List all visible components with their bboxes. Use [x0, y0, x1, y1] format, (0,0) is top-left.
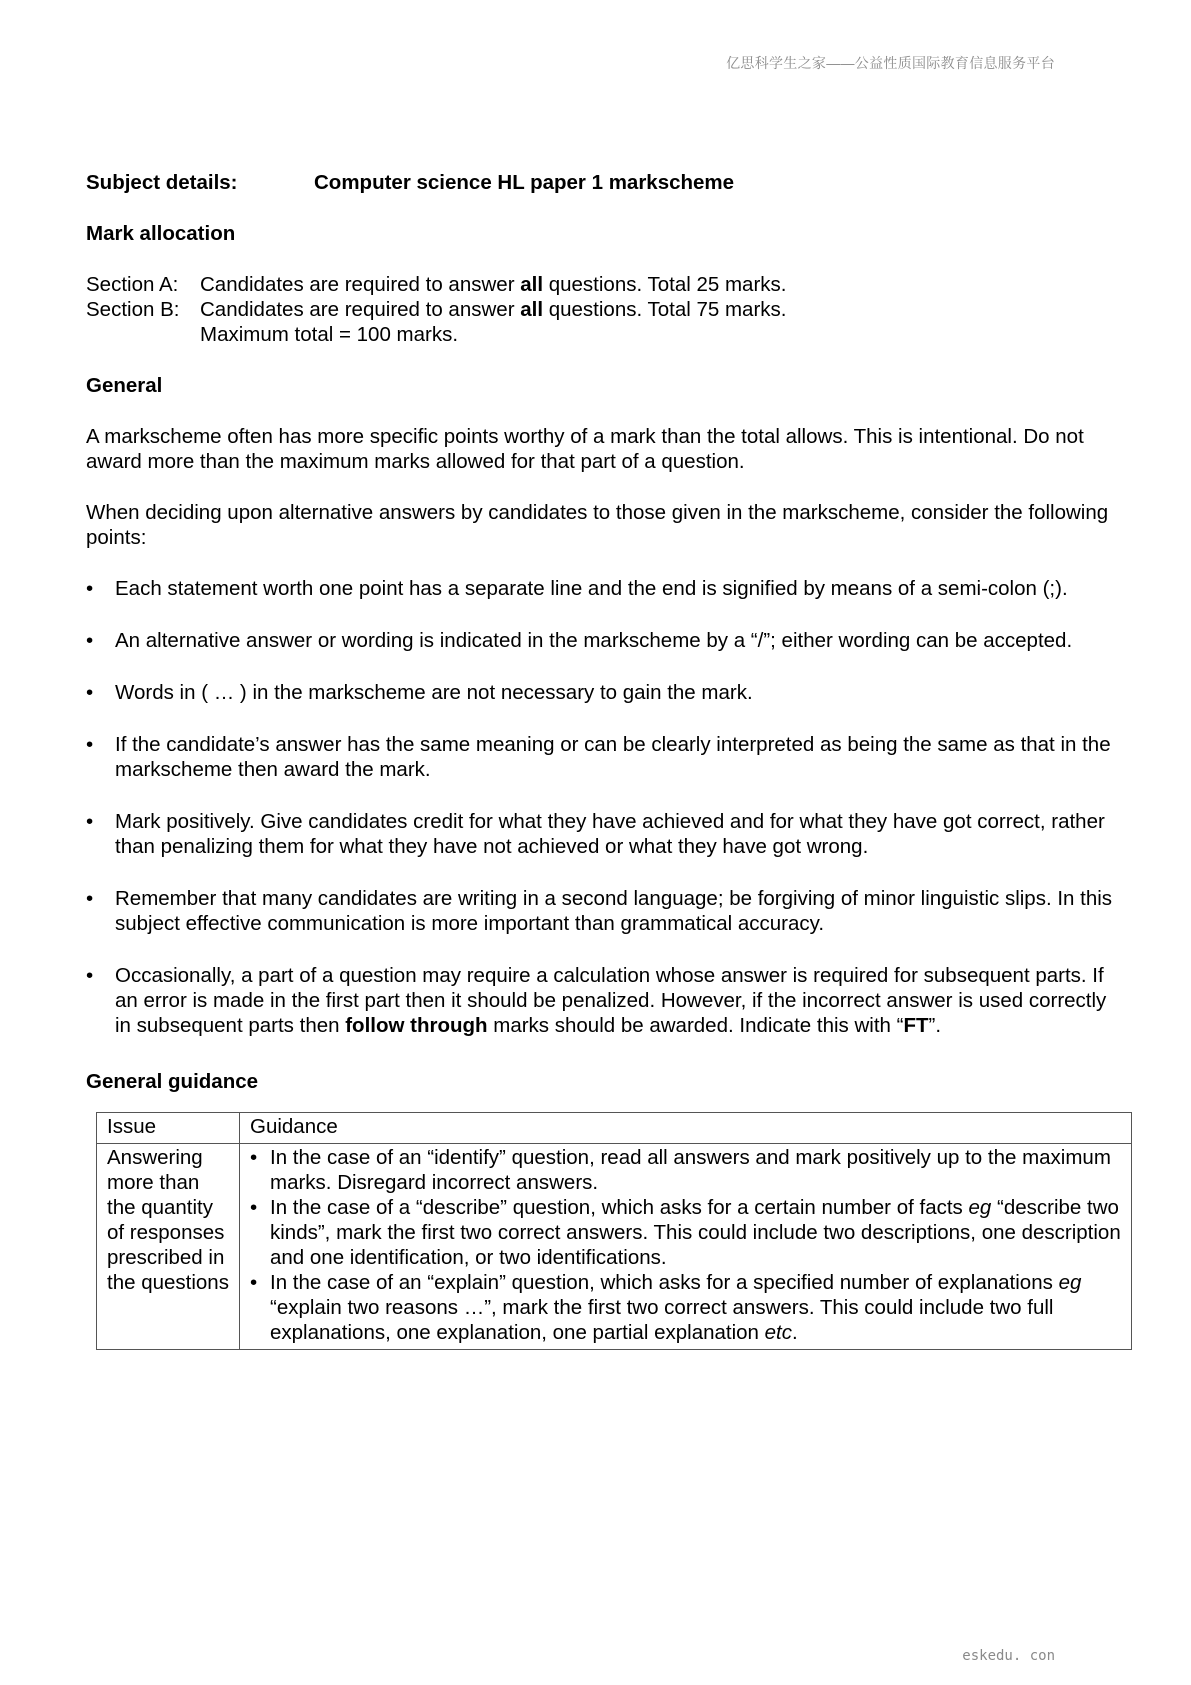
- bullet-icon: •: [86, 964, 94, 987]
- section-a-row: [86, 272, 1126, 297]
- general-paragraph-1: A markscheme often has more specific points worthy of a mark than the total allows. This is intentional. Do not award more than the maximum marks allowed for that part of a question.: [86, 425, 1084, 473]
- header-watermark: 亿思科学生之家——公益性质国际教育信息服务平台: [726, 55, 1055, 71]
- section-a-text: Candidates are required to answer all questions. Total 25 marks.: [200, 273, 787, 296]
- guidance-cell: [240, 1144, 1132, 1350]
- guidance-list: [250, 1145, 1121, 1345]
- bullet-icon: •: [86, 577, 94, 600]
- column-header-issue: Issue: [97, 1113, 240, 1144]
- general-heading: General: [86, 374, 163, 397]
- section-allocation: [86, 272, 1126, 347]
- list-item: • If the candidate’s answer has the same meaning or can be clearly interpreted as being the same as that in the markscheme then award the mark.: [86, 733, 1111, 781]
- section-b-text: Candidates are required to answer all questions. Total 75 marks.: [200, 298, 787, 321]
- list-item: • In the case of an “identify” question, read all answers and mark positively up to the maximum marks. Disregard incorrect answers.: [250, 1146, 1111, 1194]
- list-item: • Mark positively. Give candidates credit for what they have achieved and for what they have got correct, rather than penalizing them for what they have not achieved or what they have got wrong.: [86, 810, 1105, 858]
- bullet-icon: •: [86, 887, 94, 910]
- list-item: • An alternative answer or wording is indicated in the markscheme by a “/”; either wording can be accepted.: [86, 629, 1073, 652]
- list-item: • Words in ( … ) in the markscheme are not necessary to gain the mark.: [86, 681, 753, 704]
- mark-allocation-heading: Mark allocation: [86, 222, 236, 245]
- bullet-icon: •: [250, 1146, 258, 1169]
- table-header-row: [97, 1113, 1132, 1144]
- subject-value: Computer science HL paper 1 markscheme: [314, 171, 735, 194]
- column-header-guidance: Guidance: [240, 1113, 1132, 1144]
- general-paragraph-2: When deciding upon alternative answers by candidates to those given in the markscheme, consider the following points:: [86, 501, 1109, 549]
- bullet-icon: •: [86, 810, 94, 833]
- list-item: • Remember that many candidates are writing in a second language; be forgiving of minor linguistic slips. In this subject effective communication is more important than grammatical accuracy.: [86, 887, 1113, 935]
- issue-cell: Answering more than the quantity of responses prescribed in the questions: [97, 1144, 240, 1350]
- subject-details: [86, 170, 1126, 195]
- document-body: [86, 170, 1126, 1350]
- section-b-row: [86, 297, 1126, 322]
- section-a-label: Section A:: [86, 273, 179, 296]
- section-b-label: Section B:: [86, 298, 180, 321]
- general-guidance-heading: General guidance: [86, 1070, 259, 1093]
- maximum-total: Maximum total = 100 marks.: [200, 323, 459, 346]
- footer-watermark: eskedu. con: [962, 1648, 1055, 1664]
- bullet-icon: •: [250, 1271, 258, 1294]
- bullet-icon: •: [250, 1196, 258, 1219]
- bullet-icon: •: [86, 629, 94, 652]
- bullet-icon: •: [86, 733, 94, 756]
- subject-label: Subject details:: [86, 171, 238, 194]
- list-item: • Occasionally, a part of a question may require a calculation whose answer is required for subsequent parts. If an error is made in the first part then it should be penalized. However, if the incorrect answer is used correctly in subsequent parts then follow through marks should be awarded. Indicate this with “FT”.: [86, 964, 1107, 1037]
- bullet-icon: •: [86, 681, 94, 704]
- marking-rules-list: [86, 576, 1126, 1038]
- list-item: • Each statement worth one point has a separate line and the end is signified by means of a semi-colon (;).: [86, 577, 1068, 600]
- list-item: • In the case of a “describe” question, which asks for a certain number of facts eg “describe two kinds”, mark the first two correct answers. This could include two descriptions, one description and one identification, or two identifications.: [250, 1196, 1121, 1269]
- list-item: • In the case of an “explain” question, which asks for a specified number of explanations eg “explain two reasons …”, mark the first two correct answers. This could include two full explanations, one explanation, one partial explanation etc.: [250, 1271, 1082, 1344]
- guidance-table: [96, 1112, 1132, 1350]
- table-row: [97, 1144, 1132, 1350]
